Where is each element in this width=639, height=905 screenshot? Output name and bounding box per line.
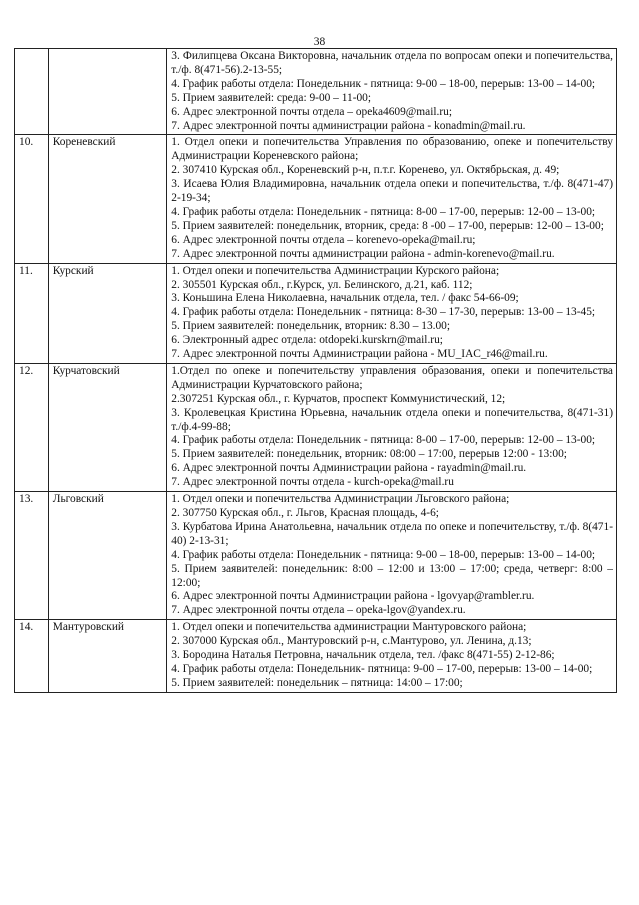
info-line: 1. Отдел опеки и попечительства Администрации Курского района; [171, 264, 500, 277]
table-row [15, 135, 617, 263]
info-line: 2.307251 Курская обл., г. Курчатов, проспект Коммунистический, 12; [171, 392, 506, 405]
district-name: Мантуровский [48, 620, 167, 693]
department-info [167, 49, 617, 135]
info-line: 3. Исаева Юлия Владимировна, начальник отдела опеки и попечительства, т./ф. 8(471-47) 2-19-34; [171, 178, 613, 205]
row-number: 14. [15, 620, 49, 693]
info-line: 4. График работы отдела: Понедельник- пятница: 9-00 – 17-00, перерыв: 13-00 – 14-00; [171, 662, 593, 675]
info-line: 1.Отдел по опеке и попечительству управления образования, опеки и попечительства Администрации Курчатовского района; [171, 364, 613, 391]
district-name: Кореневский [48, 135, 167, 263]
page-number: 38 [313, 36, 326, 48]
info-line: 3. Курбатова Ирина Анатольевна, начальник отдела по опеке и попечительству, т./ф. 8(471-40) 2-13-31; [171, 520, 613, 547]
info-line: 2. 305501 Курская обл., г.Курск, ул. Белинского, д.21, каб. 112; [171, 278, 473, 291]
info-line: 3. Филипцева Оксана Викторовна, начальник отдела по вопросам опеки и попечительства, т./ф. 8(471-56).2-13-55; [171, 50, 613, 76]
info-line: 6. Адрес электронной почты Администрации района - lgovyap@rambler.ru. [171, 590, 535, 603]
info-line: 4. График работы отдела: Понедельник - пятница: 9-00 – 18-00, перерыв: 13-00 – 14-00; [171, 77, 596, 90]
info-line: 2. 307410 Курская обл., Кореневский р-н, п.т.г. Коренево, ул. Октябрьская, д. 49; [171, 164, 560, 177]
info-line: 5. Прием заявителей: понедельник, вторник: 8.30 – 13.00; [171, 320, 451, 333]
info-line: 5. Прием заявителей: среда: 9-00 – 11-00; [171, 91, 372, 104]
info-line: 5. Прием заявителей: понедельник: 8:00 – 12:00 и 13:00 – 17:00; среда, четверг: 8:00 – 12:00; [171, 562, 613, 589]
info-line: 6. Адрес электронной почты отдела – opeka4609@mail.ru; [171, 105, 453, 118]
info-line: 7. Адрес электронной почты администрации района - admin-korenevo@mail.ru. [171, 247, 555, 260]
info-line: 5. Прием заявителей: понедельник, вторник: 08:00 – 17:00, перерыв 12:00 - 13:00; [171, 448, 567, 461]
table-row [15, 620, 617, 693]
info-line: 7. Адрес электронной почты отдела - kurch-opeka@mail.ru [171, 476, 454, 489]
info-line: 4. График работы отдела: Понедельник - пятница: 8-00 – 17-00, перерыв: 12-00 – 13-00; [171, 434, 596, 447]
department-info [167, 363, 617, 491]
district-name [48, 49, 167, 135]
department-info [167, 135, 617, 263]
info-line: 7. Адрес электронной почты администрации района - konadmin@mail.ru. [171, 119, 526, 132]
info-line: 4. График работы отдела: Понедельник - пятница: 9-00 – 18-00, перерыв: 13-00 – 14-00; [171, 548, 596, 561]
info-line: 3. Коньшина Елена Николаевна, начальник отдела, тел. / факс 54-66-09; [171, 292, 519, 305]
row-number: 12. [15, 363, 49, 491]
info-line: 3. Бородина Наталья Петровна, начальник отдела, тел. /факс 8(471-55) 2-12-86; [171, 649, 555, 662]
info-line: 1. Отдел опеки и попечительства Управления по образованию, опеке и попечительству Администрации Кореневского района; [171, 136, 613, 163]
info-line: 7. Адрес электронной почты Администрации района - MU_IAC_r46@mail.ru. [171, 348, 548, 361]
row-number [15, 49, 49, 135]
row-number: 11. [15, 263, 49, 363]
info-line: 1. Отдел опеки и попечительства Администрации Льговского района; [171, 493, 510, 506]
info-line: 7. Адрес электронной почты отдела – opeka-lgov@yandex.ru. [171, 604, 466, 617]
info-line: 2. 307750 Курская обл., г. Льгов, Красная площадь, 4-6; [171, 507, 439, 519]
guardianship-departments-table [14, 48, 617, 693]
table-row [15, 492, 617, 620]
info-line: 2. 307000 Курская обл., Мантуровский р-н, с.Мантурово, ул. Ленина, д.13; [171, 635, 532, 648]
district-name: Курский [48, 263, 167, 363]
info-line: 3. Кролевецкая Кристина Юрьевна, начальник отдела опеки и попечительства, 8(471-31) т./ф.4-99-88; [171, 406, 613, 433]
info-line: 1. Отдел опеки и попечительства администрации Мантуровского района; [171, 621, 527, 634]
info-line: 6. Электронный адрес отдела: otdopeki.kurskrn@mail.ru; [171, 334, 443, 347]
department-info [167, 620, 617, 693]
info-line: 6. Адрес электронной почты отдела – korenevo-opeka@mail.ru; [171, 233, 476, 246]
info-line: 5. Прием заявителей: понедельник, вторник, среда: 8 -00 – 17-00, перерыв: 12-00 – 13-00; [171, 219, 604, 232]
row-number: 13. [15, 492, 49, 620]
table-row [15, 49, 617, 135]
department-info [167, 492, 617, 620]
info-line: 4. График работы отдела: Понедельник - пятница: 8-00 – 17-00, перерыв: 12-00 – 13-00; [171, 205, 596, 218]
info-line: 6. Адрес электронной почты Администрации района - rayadmin@mail.ru. [171, 462, 527, 475]
info-line: 5. Прием заявителей: понедельник – пятница: 14:00 – 17:00; [171, 676, 463, 689]
row-number: 10. [15, 135, 49, 263]
district-name: Льговский [48, 492, 167, 620]
table-row [15, 263, 617, 363]
table-row [15, 363, 617, 491]
district-name: Курчатовский [48, 363, 167, 491]
department-info [167, 263, 617, 363]
info-line: 4. График работы отдела: Понедельник - пятница: 8-30 – 17-30, перерыв: 13-00 – 13-45; [171, 306, 596, 319]
